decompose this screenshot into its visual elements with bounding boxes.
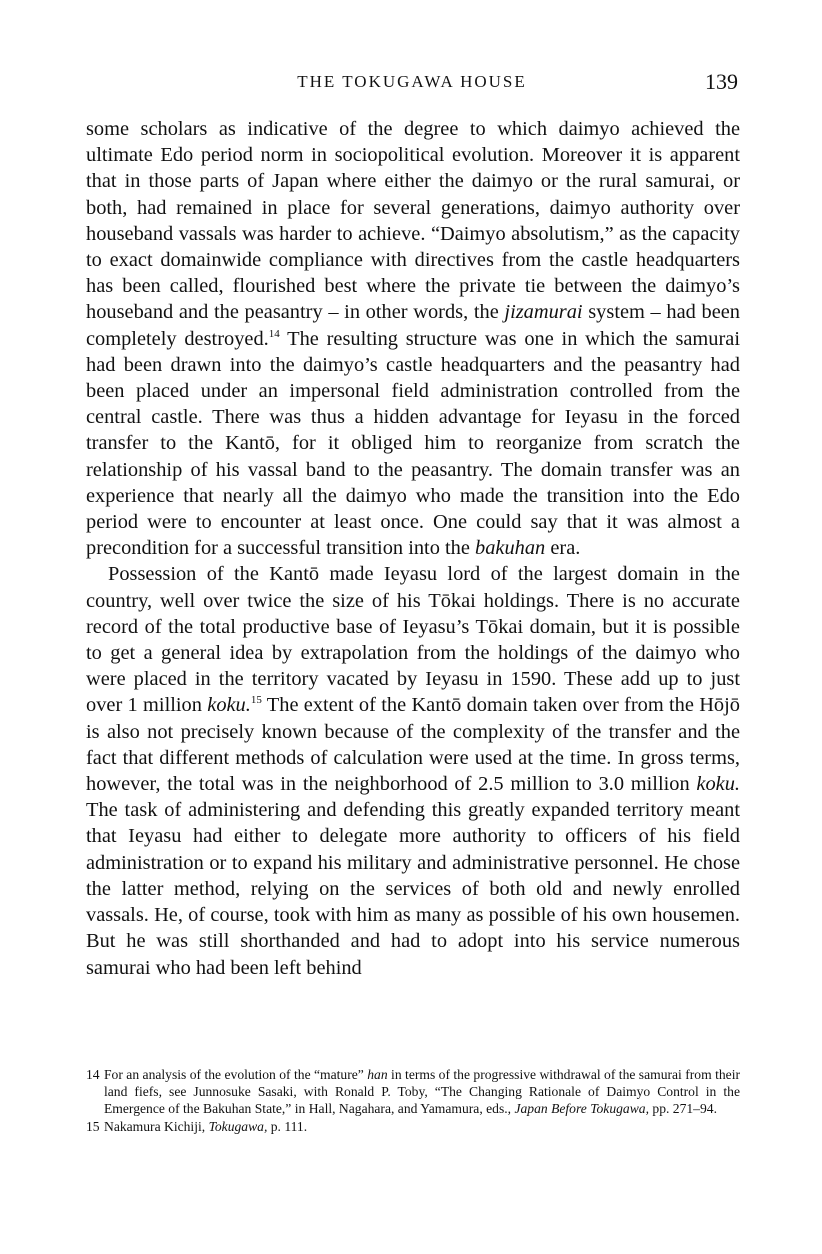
footnote-ref-14: 14 bbox=[268, 327, 280, 340]
paragraph-1-text-b: system – had been completely destroyed. bbox=[86, 301, 740, 350]
footnote-book-title: Japan Before Tokugawa, bbox=[514, 1101, 649, 1117]
footnote-text-part: p. 111. bbox=[267, 1118, 308, 1134]
running-title: THE TOKUGAWA HOUSE bbox=[297, 72, 527, 91]
paragraph-1 bbox=[86, 116, 740, 561]
footnote-15 bbox=[86, 1118, 740, 1135]
footnote-book-title: Tokugawa, bbox=[208, 1118, 268, 1134]
footnote-text-part: in terms of the progressive withdrawal of the samurai from their land fiefs, see Junnosuke Sasaki, with Ronald P. Toby, “The Changing Rationale of Daimyo Control in the Emergence of the Bakuhan State,” in Hall, Nagahara, and Yamamura, eds., bbox=[104, 1067, 740, 1117]
paragraph-2-text-b: The extent of the Kantō domain taken over from the Hōjō is also not precisely known because of the complexity of the transfer and the fact that different methods of calculation were used at the time. In gross terms, however, the total was in the neighborhood of 2.5 million to 3.0 million bbox=[86, 694, 740, 796]
footnote-text-part: For an analysis of the evolution of the “mature” bbox=[104, 1067, 368, 1082]
footnote-number: 15 bbox=[86, 1118, 100, 1134]
running-head bbox=[86, 69, 738, 100]
paragraph-1-text-c: The resulting structure was one in which the samurai had been drawn into the daimyo’s castle headquarters and the peasantry had been placed under an impersonal field administration controlled from the central castle. There was thus a hidden advantage for Ieyasu in the forced transfer to the Kantō, for it obliged him to reorganize from scratch the relationship of his vassal band to the peasantry. The domain transfer was an experience that nearly all the daimyo who made the transition into the Edo period were to encounter at least once. One could say that it was almost a precondition for a successful transition into the bbox=[86, 327, 740, 560]
paragraph-2-text-a: Possession of the Kantō made Ieyasu lord of the largest domain in the country, well over twice the size of his Tōkai holdings. There is no accurate record of the total productive base of Ieyasu’s Tōkai domain, but it is possible to get a general idea by extrapolation from the holdings of the daimyo who were placed in the territory vacated by Ieyasu in 1590. These add up to just over 1 million bbox=[86, 563, 740, 717]
term-jizamurai: jizamurai bbox=[504, 301, 583, 324]
paragraph-1-text-a: some scholars as indicative of the degree to which daimyo achieved the ultimate Edo period norm in sociopolitical evolution. Moreover it is apparent that in those parts of Japan where either the daimyo or the rural samurai, or both, had remained in place for several generations, daimyo authority over houseband vassals was harder to achieve. “Daimyo absolutism,” as the capacity to exact domainwide compliance with directives from the castle headquarters has been called, flourished best where the private tie between the daimyo’s houseband and the peasantry – in other words, the bbox=[86, 118, 740, 324]
term-bakuhan: bakuhan bbox=[475, 537, 546, 560]
footnote-14 bbox=[86, 1066, 740, 1118]
footnote-ref-15: 15 bbox=[250, 694, 262, 707]
term-koku: koku. bbox=[207, 694, 251, 717]
paragraph-2-text-c: The task of administering and defending this greatly expanded territory meant that Ieyasu had either to delegate more authority to officers of his field administration or to expand his military and administrative personnel. He chose the latter method, relying on the services of both old and newly enrolled vassals. He, of course, took with him as many as possible of his own housemen. But he was still shorthanded and had to adopt into his service numerous samurai who had been left behind bbox=[86, 799, 740, 979]
body-text bbox=[86, 116, 740, 981]
footnotes bbox=[86, 1066, 740, 1135]
paragraph-1-text-d: era. bbox=[545, 537, 581, 560]
footnote-number: 14 bbox=[86, 1067, 100, 1082]
footnote-italic: han bbox=[367, 1067, 388, 1082]
footnote-text bbox=[104, 1066, 740, 1118]
footnote-text-part: pp. 271–94. bbox=[649, 1101, 717, 1117]
footnote-text-part: Nakamura Kichiji, bbox=[104, 1118, 209, 1134]
term-koku: koku. bbox=[696, 773, 740, 796]
page-number: 139 bbox=[705, 69, 738, 94]
paragraph-2 bbox=[86, 561, 740, 980]
footnote-text bbox=[104, 1118, 740, 1135]
